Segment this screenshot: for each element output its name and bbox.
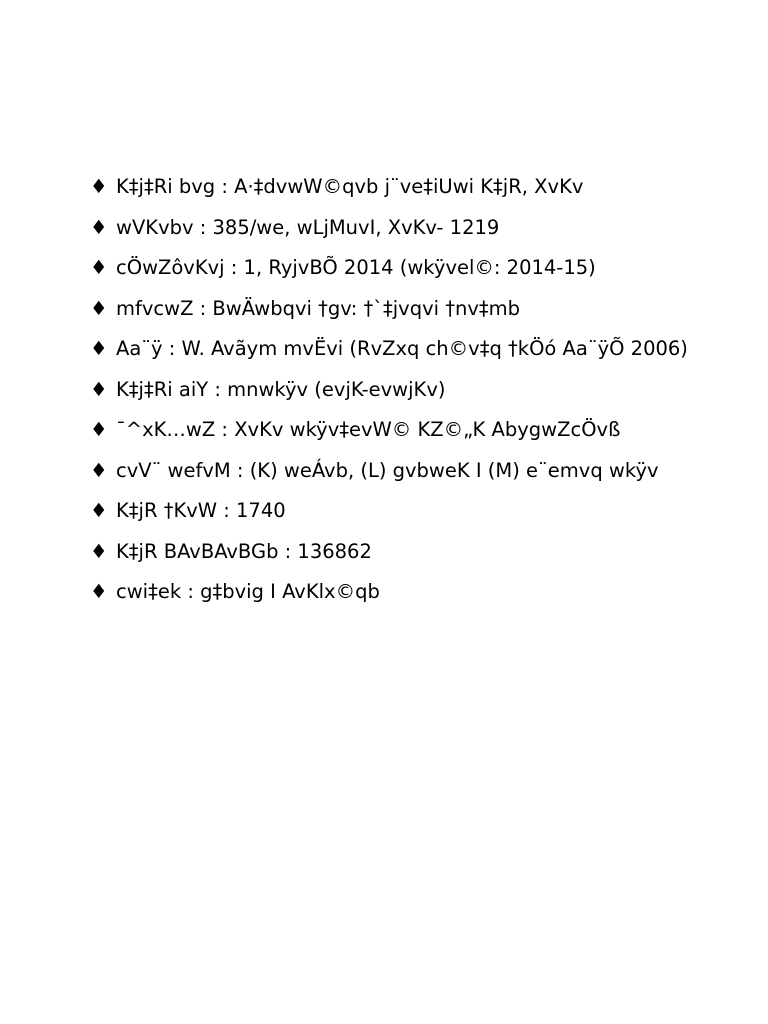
diamond-bullet-icon: ♦ (90, 256, 108, 279)
diamond-bullet-icon: ♦ (90, 458, 108, 482)
diamond-bullet-icon: ♦ (90, 499, 108, 522)
diamond-bullet-icon: ♦ (90, 418, 108, 441)
info-text: ¯^xK…wZ : XvKv wkÿv‡evW© KZ©„K AbygwZcÖvß (116, 418, 621, 441)
diamond-bullet-icon: ♦ (90, 539, 108, 563)
info-item-address (90, 214, 700, 241)
info-item-college-code (90, 497, 700, 524)
info-text: K‡jR BAvBAvBGb : 136862 (116, 539, 372, 563)
info-item-recognition (90, 416, 700, 443)
info-text: Aa¨ÿ : W. Avãym mvËvi (RvZxq ch©v‡q †kÖó Aa¨ÿÕ 2006) (116, 337, 688, 360)
info-text: wVKvbv : 385/we, wLjMuvI, XvKv- 1219 (116, 215, 500, 239)
info-text: cvV¨ wefvM : (K) weÁvb, (L) gvbweK I (M) e¨emvq wkÿv (116, 458, 659, 482)
diamond-bullet-icon: ♦ (90, 215, 108, 239)
diamond-bullet-icon: ♦ (90, 337, 108, 360)
diamond-bullet-icon: ♦ (90, 377, 108, 401)
info-item-principal (90, 335, 700, 362)
diamond-bullet-icon: ♦ (90, 296, 108, 320)
info-text: K‡j‡Ri bvg : A·‡dvwW©qvb j¨ve‡iUwi K‡jR, XvKv (116, 175, 584, 198)
info-text: K‡jR †KvW : 1740 (116, 499, 286, 522)
college-info-list (90, 173, 700, 619)
info-item-departments (90, 457, 700, 484)
info-item-established (90, 254, 700, 281)
info-item-eiin (90, 538, 700, 565)
info-text: mfvcwZ : BwÄwbqvi †gv: †`‡jvqvi †nv‡mb (116, 296, 521, 320)
info-item-college-type (90, 376, 700, 403)
info-text: cwi‡ek : g‡bvig I AvKlx©qb (116, 580, 380, 603)
diamond-bullet-icon: ♦ (90, 580, 108, 603)
info-text: K‡j‡Ri aiY : mnwkÿv (evjK-evwjKv) (116, 377, 446, 401)
info-item-environment (90, 578, 700, 605)
info-item-chairman (90, 295, 700, 322)
info-text: cÖwZôvKvj : 1, RyjvBÕ 2014 (wkÿvel©: 2014-15) (116, 256, 596, 279)
diamond-bullet-icon: ♦ (90, 175, 108, 198)
info-item-college-name (90, 173, 700, 200)
